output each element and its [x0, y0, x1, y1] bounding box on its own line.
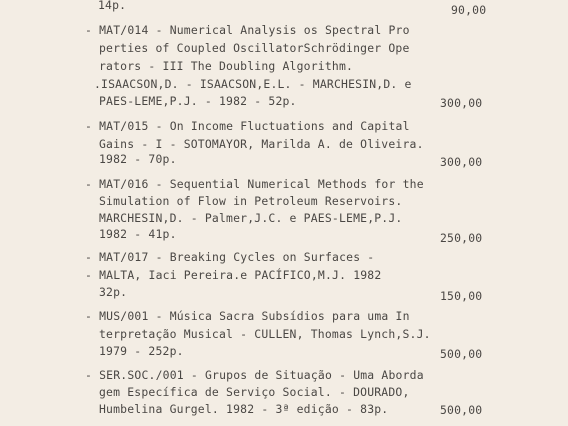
entry-line: Humbelina Gurgel. 1982 - 3ª edição - 83p.	[99, 402, 389, 416]
entry-line: MARCHESIN,D. - Palmer,J.C. e PAES-LEME,P.J.	[99, 211, 403, 225]
entry-line: Simulation of Flow in Petroleum Reservoirs.	[99, 194, 403, 208]
entry-line: 1982 - 70p.	[99, 152, 177, 166]
entry-price: 500,00	[440, 403, 483, 417]
entry-price: 300,00	[440, 96, 483, 110]
entry-line: - MAT/014 - Numerical Analysis os Spectral Pro	[85, 23, 410, 37]
entry-line: - MAT/017 - Breaking Cycles on Surfaces -	[85, 250, 375, 264]
entry-price: 300,00	[440, 155, 483, 169]
entry-line: - MALTA, Iaci Pereira.e PACÍFICO,M.J. 1982	[85, 268, 382, 282]
entry-line: Gains - I - SOTOMAYOR, Marilda A. de Oliveira.	[99, 137, 424, 151]
entry-line: 1982 - 41p.	[99, 227, 177, 241]
entry-line: gem Específica de Serviço Social. - DOURADO,	[99, 385, 410, 399]
continued-pages: 14p.	[98, 0, 127, 12]
entry-line: - SER.SOC./001 - Grupos de Situação - Uma Aborda	[85, 368, 424, 382]
entry-line: PAES-LEME,P.J. - 1982 - 52p.	[99, 94, 297, 108]
entry-line: .ISAACSON,D. - ISAACSON,E.L. - MARCHESIN,D. e	[94, 77, 412, 91]
entry-line: - MUS/001 - Música Sacra Subsídios para uma In	[85, 309, 410, 323]
entry-line: perties of Coupled OscillatorSchrödinger Ope	[99, 41, 410, 55]
entry-price: 150,00	[440, 289, 483, 303]
entry-line: terpretação Musical - CULLEN, Thomas Lynch,S.J.	[99, 327, 431, 341]
entry-price: 500,00	[440, 347, 483, 361]
entry-line: rators - III The Doubling Algorithm.	[99, 59, 354, 73]
entry-line: - MAT/016 - Sequential Numerical Methods for the	[85, 177, 424, 191]
continued-price: 90,00	[451, 3, 487, 17]
entry-price: 250,00	[440, 231, 483, 245]
entry-line: - MAT/015 - On Income Fluctuations and Capital	[85, 119, 410, 133]
entry-line: 1979 - 252p.	[99, 344, 184, 358]
entry-line: 32p.	[99, 285, 128, 299]
